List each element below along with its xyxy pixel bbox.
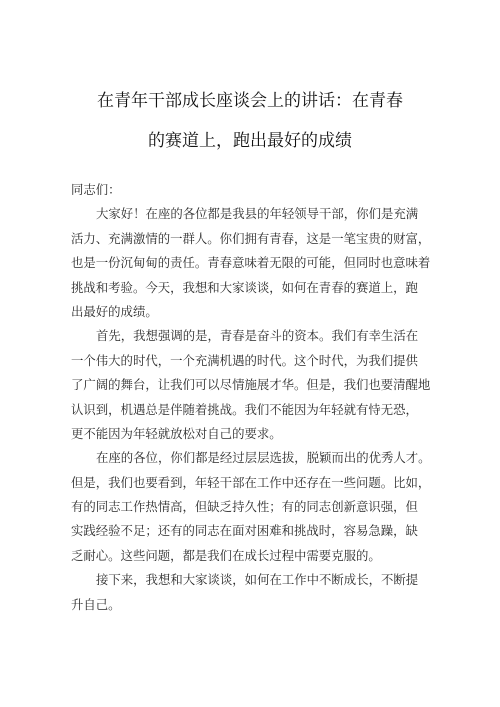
- body-line: 接下来，我想和大家谈谈，如何在工作中不断成长，不断提: [96, 572, 419, 588]
- body-line: 出最好的成绩。: [71, 303, 158, 319]
- body-line: 有的同志工作热情高，但缺乏持久性；有的同志创新意识强，但: [71, 499, 418, 515]
- body-line: 也是一份沉甸甸的责任。青春意味着无限的可能，但同时也意味着: [71, 255, 431, 271]
- document-title-line-2: 的赛道上，跑出最好的成绩: [148, 131, 352, 151]
- body-line: 实践经验不足；还有的同志在面对困难和挑战时，容易急躁，缺: [71, 523, 418, 539]
- body-line: 认识到，机遇总是伴随着挑战。我们不能因为年轻就有恃无恐，: [71, 401, 418, 417]
- document-body: [71, 178, 431, 617]
- body-line: 更不能因为年轻就放松对自己的要求。: [71, 425, 282, 441]
- body-line: 在座的各位，你们都是经过层层选拔，脱颖而出的优秀人才。: [96, 450, 431, 466]
- body-line: 活力、充满激情的一群人。你们拥有青春，这是一笔宝贵的财富，: [71, 230, 431, 246]
- body-line: 挑战和考验。今天，我想和大家谈谈，如何在青春的赛道上，跑: [71, 279, 418, 295]
- body-line: 了广阔的舞台，让我们可以尽情施展才华。但是，我们也要清醒地: [71, 377, 431, 393]
- body-line: 大家好！在座的各位都是我县的年轻领导干部，你们是充满: [96, 206, 419, 222]
- body-line: 一个伟大的时代，一个充满机遇的时代。这个时代，为我们提供: [71, 352, 418, 368]
- body-line: 同志们：: [71, 182, 121, 197]
- body-line: 但是，我们也要看到，年轻干部在工作中还存在一些问题。比如，: [71, 474, 431, 490]
- document-title-line-1: 在青年干部成长座谈会上的讲话：在青春: [97, 91, 403, 111]
- body-line: 升自己。: [71, 596, 121, 612]
- body-line: 乏耐心。这些问题，都是我们在成长过程中需要克服的。: [71, 547, 381, 563]
- body-line: 首先，我想强调的是，青春是奋斗的资本。我们有幸生活在: [96, 328, 419, 344]
